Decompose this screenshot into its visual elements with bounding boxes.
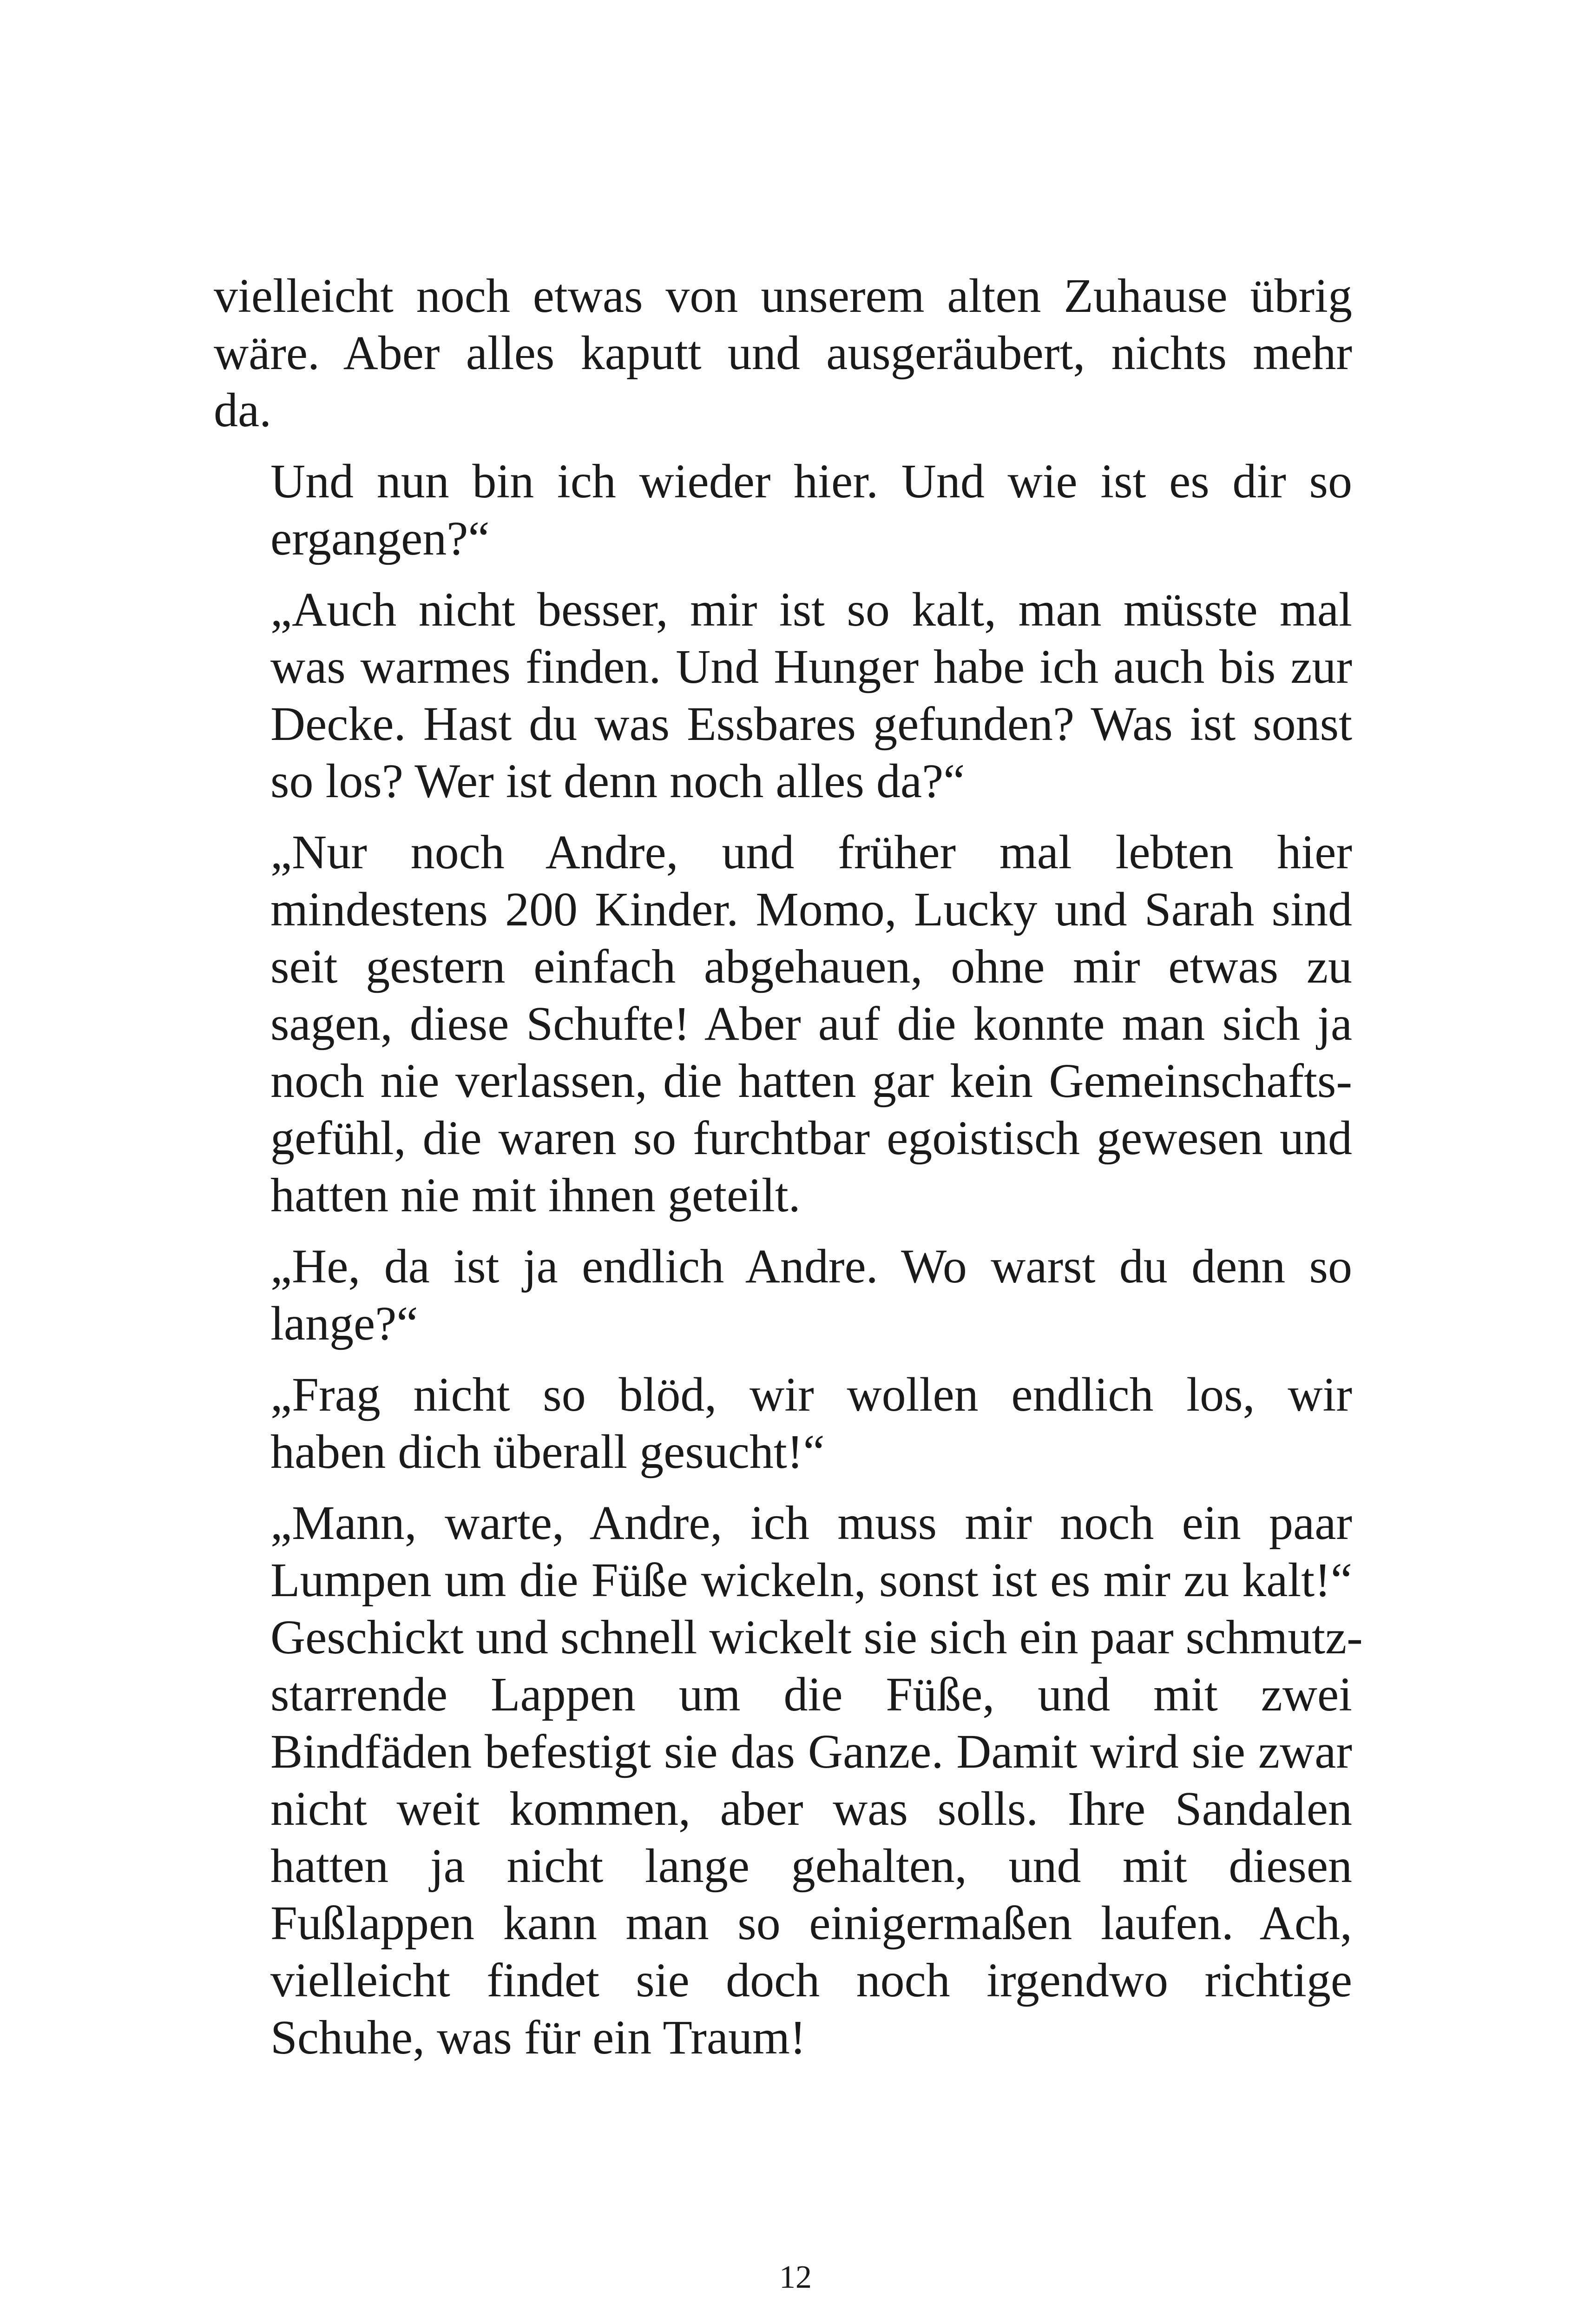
text-line: „He, da ist ja endlich Andre. Wo warst du denn so	[270, 1240, 1352, 1293]
text-line: vielleicht findet sie doch noch irgendwo richtige	[270, 1954, 1352, 2007]
text-line: „Auch nicht besser, mir ist so kalt, man müsste mal	[270, 583, 1352, 636]
paragraph-6	[214, 1366, 1352, 1480]
paragraph-3	[214, 581, 1352, 810]
text-line: Geschickt und schnell wickelt sie sich ein paar schmutz-	[270, 1611, 1363, 1664]
paragraph-1	[214, 267, 1352, 439]
paragraph-2	[214, 453, 1352, 567]
body-text	[214, 267, 1363, 2080]
text-line: so los? Wer ist denn noch alles da?“	[270, 754, 965, 808]
text-line: Lumpen um die Füße wickeln, sonst ist es mir zu kalt!“	[270, 1553, 1352, 1607]
text-line: gefühl, die waren so furchtbar egoistisch gewesen und	[270, 1111, 1352, 1165]
text-line: wäre. Aber alles kaputt und ausgeräubert, nichts mehr	[214, 326, 1352, 380]
text-line: nicht weit kommen, aber was solls. Ihre Sandalen	[270, 1782, 1352, 1835]
text-line: sagen, diese Schufte! Aber auf die konnte man sich ja	[270, 997, 1352, 1050]
text-line: Schuhe, was für ein Traum!	[270, 2011, 806, 2064]
paragraph-5	[214, 1238, 1352, 1352]
text-line: noch nie verlassen, die hatten gar kein Gemeinschafts-	[270, 1054, 1352, 1108]
text-line: hatten ja nicht lange gehalten, und mit diesen	[270, 1839, 1352, 1893]
text-line: haben dich überall gesucht!“	[270, 1425, 825, 1479]
text-line: „Frag nicht so blöd, wir wollen endlich los, wir	[270, 1368, 1352, 1421]
text-line: ergangen?“	[270, 512, 490, 565]
paragraph-4	[214, 824, 1352, 1224]
text-line: Fußlappen kann man so einigermaßen laufen. Ach,	[270, 1896, 1352, 1950]
text-line: was warmes finden. Und Hunger habe ich auch bis zur	[270, 640, 1352, 693]
text-line: Bindfäden befestigt sie das Ganze. Damit wird sie zwar	[270, 1725, 1352, 1778]
text-line: mindestens 200 Kinder. Momo, Lucky und Sarah sind	[270, 883, 1352, 936]
text-line: vielleicht noch etwas von unserem alten Zuhause übrig	[214, 269, 1352, 323]
text-line: Decke. Hast du was Essbares gefunden? Was ist sonst	[270, 697, 1352, 751]
text-line: Und nun bin ich wieder hier. Und wie ist es dir so	[270, 455, 1352, 508]
text-line: hatten nie mit ihnen geteilt.	[270, 1169, 801, 1222]
page-number: 12	[779, 2259, 812, 2295]
text-line: „Mann, warte, Andre, ich muss mir noch ein paar	[270, 1496, 1352, 1550]
text-line: „Nur noch Andre, und früher mal lebten hier	[270, 825, 1352, 879]
paragraph-7	[214, 1494, 1363, 2066]
text-line: lange?“	[270, 1297, 418, 1350]
text-line: da.	[214, 383, 272, 437]
text-line: seit gestern einfach abgehauen, ohne mir etwas zu	[270, 940, 1352, 993]
text-line: starrende Lappen um die Füße, und mit zwei	[270, 1668, 1352, 1721]
